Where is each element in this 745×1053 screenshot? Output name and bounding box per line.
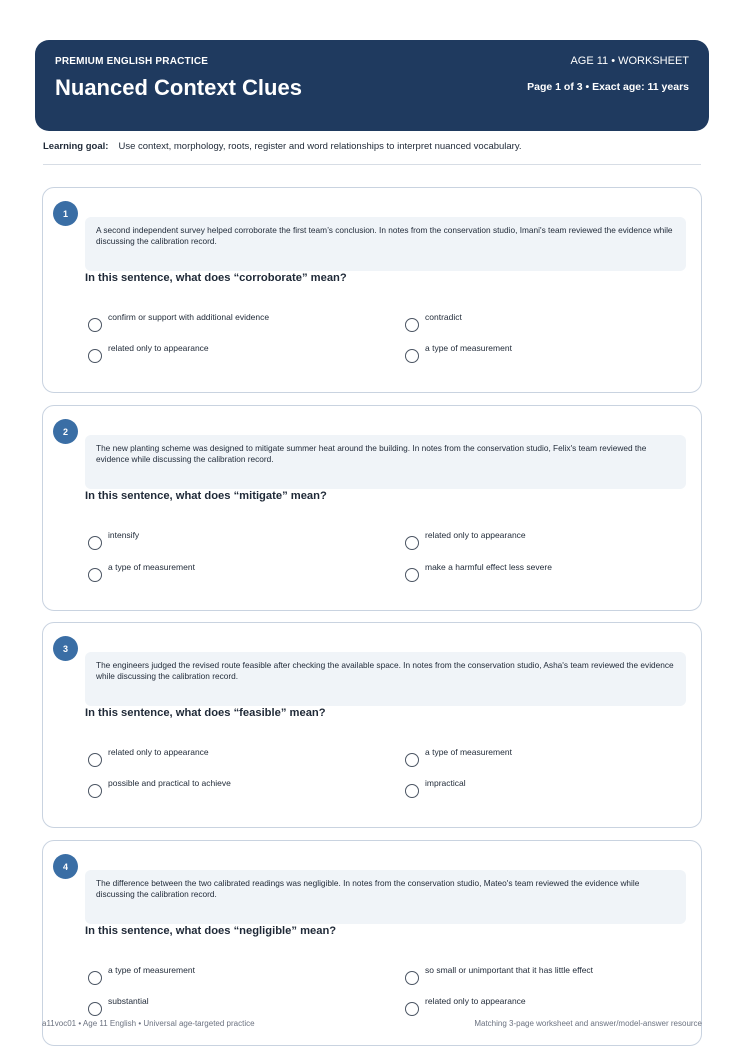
divider — [43, 164, 701, 165]
header-meta-age: AGE 11 • WORKSHEET — [570, 55, 689, 67]
question-prompt: In this sentence, what does “negligible” mean? — [85, 925, 337, 937]
answer-option-label: a type of measurement — [425, 747, 512, 757]
radio-circle-icon[interactable] — [88, 568, 102, 582]
question-number-badge: 2 — [53, 419, 78, 444]
answer-option-label: make a harmful effect less severe — [425, 562, 552, 572]
answer-option-label: a type of measurement — [425, 343, 512, 353]
header-kicker: PREMIUM ENGLISH PRACTICE — [55, 56, 209, 67]
answer-option-label: so small or unimportant that it has little effect — [425, 965, 594, 975]
question-number-badge: 4 — [53, 854, 78, 879]
radio-circle-icon[interactable] — [405, 568, 419, 582]
question-prompt: In this sentence, what does “mitigate” mean? — [85, 490, 327, 502]
learning-goal — [43, 141, 522, 152]
question-prompt: In this sentence, what does “feasible” mean? — [85, 707, 326, 719]
question-passage: The engineers judged the revised route feasible after checking the available space. In notes from the conservation studio, Asha's team reviewed the evidence while discussing the calibration record. — [85, 652, 686, 706]
radio-circle-icon[interactable] — [405, 1002, 419, 1016]
answer-option-label: substantial — [108, 996, 149, 1006]
radio-circle-icon[interactable] — [405, 753, 419, 767]
question-passage: The difference between the two calibrated readings was negligible. In notes from the conservation studio, Mateo's team reviewed the evidence while discussing the calibration record. — [85, 870, 686, 924]
question-number-badge: 3 — [53, 636, 78, 661]
answer-option-label: related only to appearance — [108, 343, 209, 353]
question-card-4 — [42, 840, 702, 1046]
footer-left: a11voc01 • Age 11 English • Universal age-targeted practice — [42, 1019, 255, 1028]
answer-option-label: related only to appearance — [425, 530, 526, 540]
radio-circle-icon[interactable] — [405, 318, 419, 332]
answer-option-label: a type of measurement — [108, 965, 195, 975]
answer-option-label: a type of measurement — [108, 562, 195, 572]
radio-circle-icon[interactable] — [88, 753, 102, 767]
answer-option-label: contradict — [425, 312, 462, 322]
radio-circle-icon[interactable] — [405, 536, 419, 550]
radio-circle-icon[interactable] — [405, 784, 419, 798]
footer-right: Matching 3-page worksheet and answer/model-answer resource — [474, 1019, 702, 1028]
question-prompt: In this sentence, what does “corroborate” mean? — [85, 272, 347, 284]
answer-option-label: confirm or support with additional evidence — [108, 312, 270, 322]
question-passage: A second independent survey helped corroborate the first team’s conclusion. In notes from the conservation studio, Imani's team reviewed the evidence while discussing the calibration record. — [85, 217, 686, 271]
header-meta-page: Page 1 of 3 • Exact age: 11 years — [527, 81, 689, 93]
question-card-2 — [42, 405, 702, 611]
radio-circle-icon[interactable] — [88, 784, 102, 798]
radio-circle-icon[interactable] — [88, 349, 102, 363]
radio-circle-icon[interactable] — [405, 349, 419, 363]
learning-goal-label: Learning goal: — [43, 141, 109, 152]
question-card-1 — [42, 187, 702, 393]
learning-goal-text: Use context, morphology, roots, register and word relationships to interpret nuanced vocabulary. — [118, 141, 522, 152]
answer-option-label: intensify — [108, 530, 140, 540]
radio-circle-icon[interactable] — [88, 536, 102, 550]
answer-option-label: related only to appearance — [108, 747, 209, 757]
answer-option-label: related only to appearance — [425, 996, 526, 1006]
question-passage: The new planting scheme was designed to mitigate summer heat around the building. In notes from the conservation studio, Felix's team reviewed the evidence while discussing the calibration record. — [85, 435, 686, 489]
radio-circle-icon[interactable] — [88, 318, 102, 332]
worksheet-header — [35, 40, 709, 131]
radio-circle-icon[interactable] — [88, 971, 102, 985]
answer-option-label: impractical — [425, 778, 466, 788]
page-title: Nuanced Context Clues — [55, 75, 302, 100]
radio-circle-icon[interactable] — [405, 971, 419, 985]
radio-circle-icon[interactable] — [88, 1002, 102, 1016]
question-number-badge: 1 — [53, 201, 78, 226]
answer-option-label: possible and practical to achieve — [108, 778, 231, 788]
question-card-3 — [42, 622, 702, 828]
